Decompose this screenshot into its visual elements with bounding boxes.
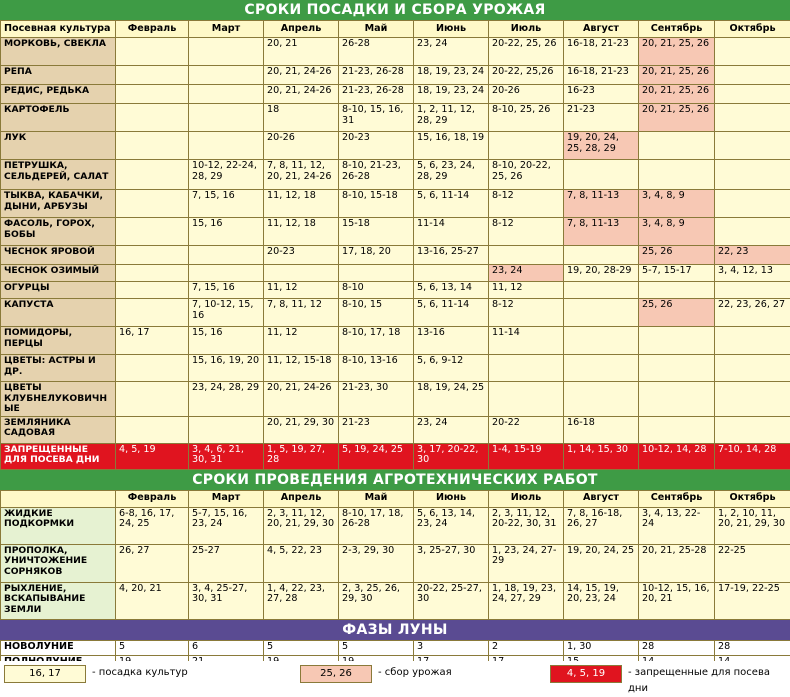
planting-cell: 20, 21, 24-26: [264, 382, 339, 417]
moon-cell: 5: [116, 640, 189, 655]
planting-cell: 21-23: [339, 416, 414, 443]
agro-cell: 1, 4, 22, 23, 27, 28: [264, 582, 339, 619]
agro-cell: 2-3, 29, 30: [339, 544, 414, 582]
planting-cell: 26-28: [339, 38, 414, 66]
agro-cell: 7, 8, 16-18, 26, 27: [564, 507, 639, 544]
planting-row: [1, 85, 790, 104]
planting-cell: [489, 132, 564, 160]
planting-cell: [564, 299, 639, 327]
planting-cell: 5, 6, 9-12: [414, 355, 489, 382]
planting-cell: 10-12, 22-24, 28, 29: [189, 160, 264, 190]
planting-cell: [715, 282, 790, 299]
planting-cell: 18, 19, 23, 24: [414, 85, 489, 104]
agro-label: ПРОПОЛКА, УНИЧТОЖЕНИЕ СОРНЯКОВ: [1, 544, 116, 582]
agro-body: [1, 507, 790, 619]
planting-cell: 13-16: [414, 327, 489, 355]
planting-cell: [715, 327, 790, 355]
planting-label: ПОМИДОРЫ, ПЕРЦЫ: [1, 327, 116, 355]
planting-cell: 16-18, 21-23: [564, 38, 639, 66]
moon-cell: 1, 30: [564, 640, 639, 655]
planting-body: [1, 38, 790, 470]
planting-cell: 18: [264, 104, 339, 132]
agro-label: ЖИДКИЕ ПОДКОРМКИ: [1, 507, 116, 544]
planting-cell: 20-22, 25,26: [489, 66, 564, 85]
planting-label: КАРТОФЕЛЬ: [1, 104, 116, 132]
agro-cell: 2, 3, 11, 12, 20, 21, 29, 30: [264, 507, 339, 544]
agro-cell: 25-27: [189, 544, 264, 582]
agro-cell: 2, 3, 25, 26, 29, 30: [339, 582, 414, 619]
planting-cell: 11, 12: [264, 327, 339, 355]
header-month: Август: [564, 490, 639, 507]
agro-cell: 3, 25-27, 30: [414, 544, 489, 582]
planting-cell: 23, 24: [489, 265, 564, 282]
planting-cell: [189, 66, 264, 85]
planting-cell: 15, 16, 18, 19: [414, 132, 489, 160]
planting-cell: [489, 355, 564, 382]
planting-cell: [715, 85, 790, 104]
planting-cell: 11, 12, 18: [264, 218, 339, 246]
planting-label: ТЫКВА, КАБАЧКИ, ДЫНИ, АРБУЗЫ: [1, 190, 116, 218]
planting-label: ЧЕСНОК ОЗИМЫЙ: [1, 265, 116, 282]
moon-cell: 28: [639, 640, 715, 655]
planting-row: [1, 327, 790, 355]
moon-cell: 5: [339, 640, 414, 655]
agro-row: [1, 544, 790, 582]
planting-label: ФАСОЛЬ, ГОРОХ, БОБЫ: [1, 218, 116, 246]
forbidden-cell: 1, 5, 19, 27, 28: [264, 443, 339, 469]
planting-cell: 11, 12, 15-18: [264, 355, 339, 382]
planting-cell: 8-10, 15-18: [339, 190, 414, 218]
planting-cell: [116, 218, 189, 246]
planting-cell: [639, 160, 715, 190]
planting-row: [1, 38, 790, 66]
agro-cell: 6-8, 16, 17, 24, 25: [116, 507, 189, 544]
planting-title: СРОКИ ПОСАДКИ И СБОРА УРОЖАЯ: [0, 0, 790, 20]
legend-harvest-label: - сбор урожая: [378, 665, 452, 681]
planting-cell: 8-10, 21-23, 26-28: [339, 160, 414, 190]
planting-label: ПЕТРУШКА, СЕЛЬДЕРЕЙ, САЛАТ: [1, 160, 116, 190]
planting-cell: [639, 355, 715, 382]
header-month: Август: [564, 21, 639, 38]
planting-cell: 20-23: [264, 246, 339, 265]
planting-cell: 8-10, 20-22, 25, 26: [489, 160, 564, 190]
planting-cell: 20, 21, 24-26: [264, 66, 339, 85]
planting-cell: 18, 19, 23, 24: [414, 66, 489, 85]
forbidden-cell: 3, 17, 20-22, 30: [414, 443, 489, 469]
planting-cell: [715, 132, 790, 160]
planting-cell: 13-16, 25-27: [414, 246, 489, 265]
forbidden-cell: 10-12, 14, 28: [639, 443, 715, 469]
planting-cell: [264, 265, 339, 282]
planting-cell: 21-23, 26-28: [339, 85, 414, 104]
planting-label: МОРКОВЬ, СВЕКЛА: [1, 38, 116, 66]
planting-cell: 7, 10-12, 15, 16: [189, 299, 264, 327]
planting-cell: 22, 23, 26, 27: [715, 299, 790, 327]
agro-label: РЫХЛЕНИЕ, ВСКАПЫВАНИЕ ЗЕМЛИ: [1, 582, 116, 619]
planting-cell: [116, 282, 189, 299]
planting-cell: [489, 382, 564, 417]
planting-cell: [639, 416, 715, 443]
planting-cell: [639, 382, 715, 417]
agro-cell: 20-22, 25-27, 30: [414, 582, 489, 619]
planting-cell: 25, 26: [639, 299, 715, 327]
header-month: Май: [339, 490, 414, 507]
agro-cell: 19, 20, 24, 25: [564, 544, 639, 582]
planting-cell: 19, 20, 24, 25, 28, 29: [564, 132, 639, 160]
header-month: Март: [189, 490, 264, 507]
planting-cell: [715, 190, 790, 218]
forbidden-label: ЗАПРЕЩЕННЫЕ ДЛЯ ПОСЕВА ДНИ: [1, 443, 116, 469]
moon-cell: 28: [715, 640, 790, 655]
planting-cell: 7, 8, 11, 12, 20, 21, 24-26: [264, 160, 339, 190]
planting-row: [1, 160, 790, 190]
planting-table: [0, 20, 790, 470]
legend-plant-sample: 16, 17: [4, 665, 86, 683]
planting-cell: [116, 382, 189, 417]
planting-cell: [564, 382, 639, 417]
planting-label: РЕДИС, РЕДЬКА: [1, 85, 116, 104]
planting-row: [1, 416, 790, 443]
planting-cell: 20-22: [489, 416, 564, 443]
planting-cell: 11-14: [414, 218, 489, 246]
planting-row: [1, 66, 790, 85]
planting-cell: 8-12: [489, 218, 564, 246]
agro-cell: 4, 20, 21: [116, 582, 189, 619]
planting-row: [1, 246, 790, 265]
planting-label: РЕПА: [1, 66, 116, 85]
header-month: Март: [189, 21, 264, 38]
planting-row: [1, 218, 790, 246]
planting-cell: 8-10, 15, 16, 31: [339, 104, 414, 132]
moon-row: [1, 640, 790, 655]
planting-cell: [414, 265, 489, 282]
planting-cell: 11, 12, 18: [264, 190, 339, 218]
planting-cell: 16-23: [564, 85, 639, 104]
planting-label: ЦВЕТЫ: АСТРЫ И ДР.: [1, 355, 116, 382]
header-month: Июнь: [414, 21, 489, 38]
agro-header-row: [1, 490, 790, 507]
planting-cell: 11, 12: [489, 282, 564, 299]
forbidden-cell: 4, 5, 19: [116, 443, 189, 469]
planting-cell: 20, 21, 25, 26: [639, 85, 715, 104]
planting-row: [1, 190, 790, 218]
planting-cell: 19, 20, 28-29: [564, 265, 639, 282]
planting-cell: 17, 18, 20: [339, 246, 414, 265]
planting-cell: 5, 6, 11-14: [414, 190, 489, 218]
agro-cell: 1, 23, 24, 27-29: [489, 544, 564, 582]
planting-cell: 3, 4, 8, 9: [639, 190, 715, 218]
agro-cell: 20, 21, 25-28: [639, 544, 715, 582]
planting-cell: [715, 416, 790, 443]
forbidden-cell: 5, 19, 24, 25: [339, 443, 414, 469]
planting-cell: 18, 19, 24, 25: [414, 382, 489, 417]
header-month: Октябрь: [715, 490, 790, 507]
planting-cell: 25, 26: [639, 246, 715, 265]
planting-cell: 8-12: [489, 190, 564, 218]
planting-label: ЦВЕТЫ КЛУБНЕЛУКОВИЧНЫЕ: [1, 382, 116, 417]
planting-cell: [116, 132, 189, 160]
header-month: Май: [339, 21, 414, 38]
planting-label: ЛУК: [1, 132, 116, 160]
planting-cell: 20, 21, 25, 26: [639, 104, 715, 132]
agro-cell: 26, 27: [116, 544, 189, 582]
planting-cell: 7, 8, 11-13: [564, 218, 639, 246]
header-month: Февраль: [116, 490, 189, 507]
planting-cell: [189, 104, 264, 132]
planting-cell: 21-23, 26-28: [339, 66, 414, 85]
planting-cell: [639, 132, 715, 160]
planting-label: ОГУРЦЫ: [1, 282, 116, 299]
planting-cell: 8-12: [489, 299, 564, 327]
agro-row: [1, 507, 790, 544]
planting-cell: 7, 8, 11, 12: [264, 299, 339, 327]
planting-cell: [116, 104, 189, 132]
planting-cell: [715, 218, 790, 246]
legend-forbid-sample: 4, 5, 19: [550, 665, 622, 683]
planting-cell: 5, 6, 13, 14: [414, 282, 489, 299]
planting-cell: 15, 16, 19, 20: [189, 355, 264, 382]
planting-cell: [116, 416, 189, 443]
planting-cell: [189, 265, 264, 282]
planting-cell: 11, 12: [264, 282, 339, 299]
header-month: Июль: [489, 490, 564, 507]
agro-cell: 3, 4, 13, 22-24: [639, 507, 715, 544]
planting-cell: [116, 299, 189, 327]
header-month: Июль: [489, 21, 564, 38]
planting-cell: [564, 160, 639, 190]
planting-label: ЗЕМЛЯНИКА САДОВАЯ: [1, 416, 116, 443]
planting-cell: [116, 66, 189, 85]
planting-cell: [715, 382, 790, 417]
planting-cell: [116, 160, 189, 190]
agro-cell: 5-7, 15, 16, 23, 24: [189, 507, 264, 544]
planting-cell: [715, 38, 790, 66]
planting-cell: 8-10: [339, 282, 414, 299]
planting-cell: [564, 355, 639, 382]
planting-cell: 21-23: [564, 104, 639, 132]
agro-table: [0, 490, 790, 620]
legend-forbid-label: - запрещенные для посева дни: [628, 665, 790, 681]
planting-cell: [564, 327, 639, 355]
planting-cell: 20-23: [339, 132, 414, 160]
planting-cell: 5, 6, 23, 24, 28, 29: [414, 160, 489, 190]
planting-cell: 23, 24, 28, 29: [189, 382, 264, 417]
planting-cell: [189, 85, 264, 104]
planting-cell: 16, 17: [116, 327, 189, 355]
forbidden-row: [1, 443, 790, 469]
agro-cell: 17-19, 22-25: [715, 582, 790, 619]
planting-cell: [116, 85, 189, 104]
header-month: Апрель: [264, 21, 339, 38]
moon-cell: 2: [489, 640, 564, 655]
legend-harvest-sample: 25, 26: [300, 665, 372, 683]
planting-cell: [715, 66, 790, 85]
planting-cell: [116, 190, 189, 218]
planting-cell: 5-7, 15-17: [639, 265, 715, 282]
planting-cell: [715, 355, 790, 382]
planting-cell: 8-10, 25, 26: [489, 104, 564, 132]
planting-cell: 8-10, 17, 18: [339, 327, 414, 355]
planting-cell: 20, 21, 24-26: [264, 85, 339, 104]
planting-cell: 8-10, 13-16: [339, 355, 414, 382]
moon-cell: 6: [189, 640, 264, 655]
header-month: Апрель: [264, 490, 339, 507]
planting-row: [1, 282, 790, 299]
planting-cell: 3, 4, 8, 9: [639, 218, 715, 246]
planting-cell: 15, 16: [189, 327, 264, 355]
agro-cell: 2, 3, 11, 12, 20-22, 30, 31: [489, 507, 564, 544]
planting-cell: 7, 8, 11-13: [564, 190, 639, 218]
forbidden-cell: 1, 14, 15, 30: [564, 443, 639, 469]
planting-row: [1, 104, 790, 132]
planting-row: [1, 132, 790, 160]
header-crop: Посевная культура: [1, 21, 116, 38]
planting-cell: 20-26: [264, 132, 339, 160]
planting-cell: 20-26: [489, 85, 564, 104]
planting-cell: [189, 246, 264, 265]
planting-cell: 20, 21, 29, 30: [264, 416, 339, 443]
planting-cell: [116, 246, 189, 265]
header-month: Октябрь: [715, 21, 790, 38]
planting-cell: [639, 327, 715, 355]
planting-cell: 7, 15, 16: [189, 282, 264, 299]
forbidden-cell: 1-4, 15-19: [489, 443, 564, 469]
agro-row: [1, 582, 790, 619]
moon-cell: 5: [264, 640, 339, 655]
planting-cell: [564, 282, 639, 299]
agro-cell: 3, 4, 25-27, 30, 31: [189, 582, 264, 619]
planting-cell: [116, 265, 189, 282]
agro-cell: 1, 18, 19, 23, 24, 27, 29: [489, 582, 564, 619]
planting-cell: 11-14: [489, 327, 564, 355]
planting-cell: 1, 2, 11, 12, 28, 29: [414, 104, 489, 132]
agro-cell: 22-25: [715, 544, 790, 582]
agro-title: СРОКИ ПРОВЕДЕНИЯ АГРОТЕХНИЧЕСКИХ РАБОТ: [0, 470, 790, 490]
planting-cell: [489, 246, 564, 265]
planting-cell: [715, 160, 790, 190]
moon-cell: 3: [414, 640, 489, 655]
header-month: Сентябрь: [639, 490, 715, 507]
agro-cell: 5, 6, 13, 14, 23, 24: [414, 507, 489, 544]
agro-cell: 1, 2, 10, 11, 20, 21, 29, 30: [715, 507, 790, 544]
planting-cell: [189, 38, 264, 66]
planting-cell: 8-10, 15: [339, 299, 414, 327]
forbidden-cell: 7-10, 14, 28: [715, 443, 790, 469]
planting-cell: 20-22, 25, 26: [489, 38, 564, 66]
moon-label: НОВОЛУНИЕ: [1, 640, 116, 655]
agro-cell: 8-10, 17, 18, 26-28: [339, 507, 414, 544]
planting-row: [1, 382, 790, 417]
planting-cell: 20, 21: [264, 38, 339, 66]
planting-cell: [116, 355, 189, 382]
planting-cell: 15, 16: [189, 218, 264, 246]
moon-title: ФАЗЫ ЛУНЫ: [0, 620, 790, 640]
header-month: Июнь: [414, 490, 489, 507]
planting-cell: [189, 132, 264, 160]
planting-cell: [189, 416, 264, 443]
agro-cell: 14, 15, 19, 20, 23, 24: [564, 582, 639, 619]
planting-row: [1, 299, 790, 327]
forbidden-cell: 3, 4, 6, 21, 30, 31: [189, 443, 264, 469]
planting-cell: [116, 38, 189, 66]
legend-plant-label: - посадка культур: [92, 665, 188, 681]
planting-header-row: [1, 21, 790, 38]
planting-cell: 7, 15, 16: [189, 190, 264, 218]
planting-cell: 20, 21, 25, 26: [639, 66, 715, 85]
planting-cell: [564, 246, 639, 265]
planting-cell: 22, 23: [715, 246, 790, 265]
header-month: Сентябрь: [639, 21, 715, 38]
planting-row: [1, 355, 790, 382]
agro-cell: 4, 5, 22, 23: [264, 544, 339, 582]
planting-row: [1, 265, 790, 282]
planting-cell: 23, 24: [414, 38, 489, 66]
header-month: Февраль: [116, 21, 189, 38]
planting-cell: 20, 21, 25, 26: [639, 38, 715, 66]
planting-cell: 3, 4, 12, 13: [715, 265, 790, 282]
planting-cell: 23, 24: [414, 416, 489, 443]
planting-cell: 15-18: [339, 218, 414, 246]
legend: [0, 661, 790, 686]
planting-cell: 16-18: [564, 416, 639, 443]
planting-cell: [715, 104, 790, 132]
agro-cell: 10-12, 15, 16, 20, 21: [639, 582, 715, 619]
planting-cell: 21-23, 30: [339, 382, 414, 417]
planting-label: ЧЕСНОК ЯРОВОЙ: [1, 246, 116, 265]
planting-cell: [639, 282, 715, 299]
planting-cell: [339, 265, 414, 282]
planting-label: КАПУСТА: [1, 299, 116, 327]
planting-cell: 5, 6, 11-14: [414, 299, 489, 327]
planting-cell: 16-18, 21-23: [564, 66, 639, 85]
header-blank: [1, 490, 116, 507]
